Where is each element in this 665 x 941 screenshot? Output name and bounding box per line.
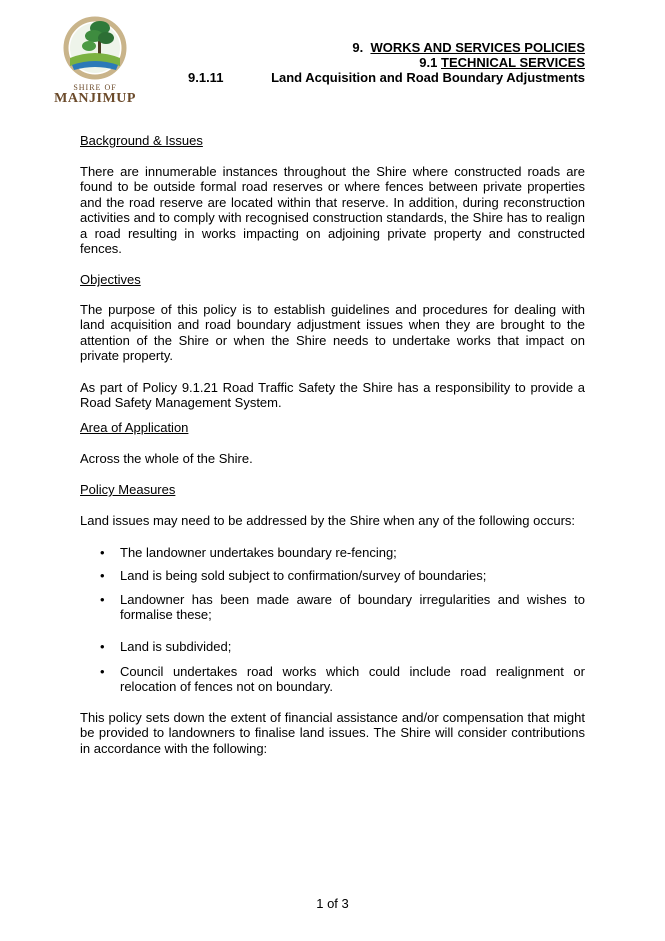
subsection-title: TECHNICAL SERVICES bbox=[441, 55, 585, 70]
measures-heading: Policy Measures bbox=[80, 482, 176, 497]
application-paragraph: Across the whole of the Shire. bbox=[80, 451, 253, 466]
page-number: 1 of 3 bbox=[316, 896, 349, 911]
bullet-marker: • bbox=[100, 545, 105, 560]
policy-number: 9.1.11 bbox=[188, 70, 224, 85]
background-paragraph: There are innumerable instances throughout the Shire where constructed roads are found to be outside formal road reserves or where fences between private properties and the road reserve are located within that reserve. In addition, during reconstruction activities and to comply with recognised construction standards, the Shire has to realign a road resulting in works impacting on adjoining private property and constructed fences. bbox=[80, 164, 585, 257]
list-item: Land is subdivided; bbox=[120, 639, 232, 654]
background-heading: Background & Issues bbox=[80, 133, 203, 148]
objectives-paragraph-2: As part of Policy 9.1.21 Road Traffic Safety the Shire has a responsibility to provide a Road Safety Management System. bbox=[80, 380, 585, 411]
bullet-marker: • bbox=[100, 568, 105, 583]
section-header bbox=[352, 40, 585, 55]
list-item: Council undertakes road works which could include road realignment or relocation of fences not on boundary. bbox=[120, 664, 585, 695]
subsection-number: 9.1 bbox=[419, 55, 438, 70]
section-number: 9. bbox=[352, 40, 364, 55]
policy-title: Land Acquisition and Road Boundary Adjustments bbox=[271, 70, 585, 85]
bullet-marker: • bbox=[100, 639, 105, 654]
section-title: WORKS AND SERVICES POLICIES bbox=[370, 40, 585, 55]
measures-intro: Land issues may need to be addressed by the Shire when any of the following occurs: bbox=[80, 513, 576, 528]
bullet-marker: • bbox=[100, 592, 105, 607]
application-heading: Area of Application bbox=[80, 420, 189, 435]
list-item: The landowner undertakes boundary re-fencing; bbox=[120, 545, 397, 560]
list-item: Land is being sold subject to confirmation/survey of boundaries; bbox=[120, 568, 487, 583]
list-item: Landowner has been made aware of boundary irregularities and wishes to formalise these; bbox=[120, 592, 585, 623]
objectives-paragraph-1: The purpose of this policy is to establish guidelines and procedures for dealing with land acquisition and road boundary adjustment issues when they are brought to the attention of the Shire or when the Shire needs to undertake works that impact on private property. bbox=[80, 302, 585, 364]
closing-paragraph: This policy sets down the extent of financial assistance and/or compensation that might be provided to landowners to finalise land issues. The Shire will consider contributions in accordance with the following: bbox=[80, 710, 585, 756]
bullet-marker: • bbox=[100, 664, 105, 679]
logo-line-2: MANJIMUP bbox=[54, 91, 136, 106]
objectives-heading: Objectives bbox=[80, 272, 141, 287]
subsection-header bbox=[419, 55, 585, 70]
logo-line-1: SHIRE OF bbox=[73, 83, 117, 92]
